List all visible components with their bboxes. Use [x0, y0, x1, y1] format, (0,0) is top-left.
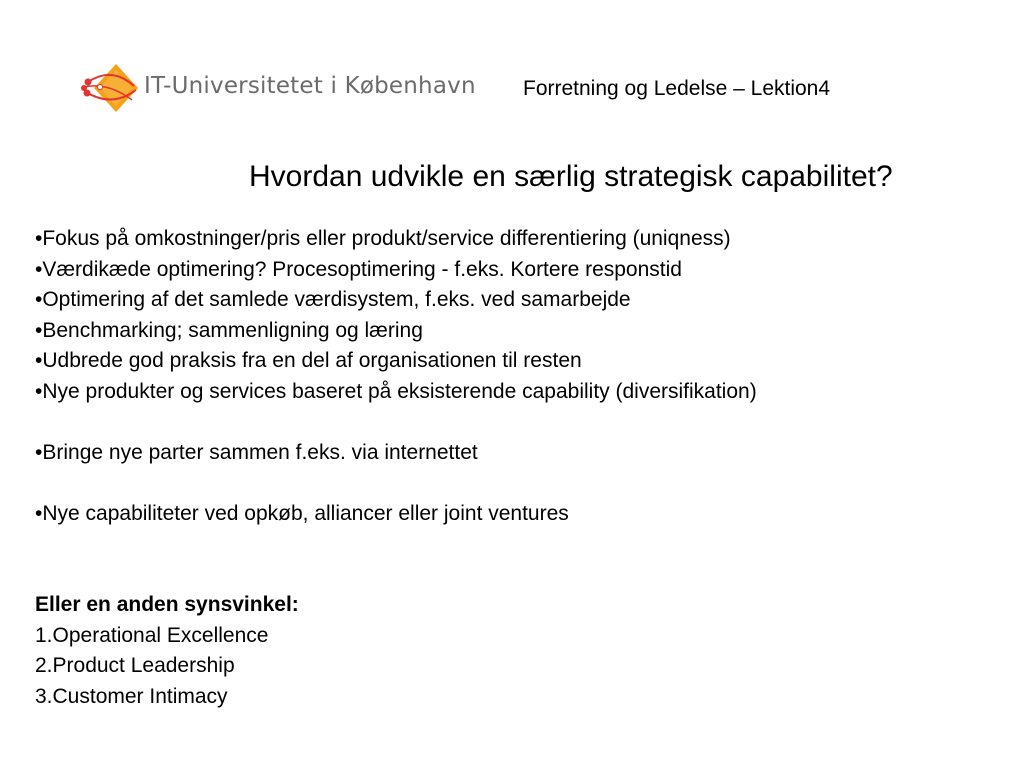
bullet-item: •Nye produkter og services baseret på eksisterende capability (diversifikation) — [35, 379, 757, 403]
bullet-item: •Optimering af det samlede værdisystem, f.eks. ved samarbejde — [35, 288, 631, 311]
spacer — [35, 468, 995, 499]
spacer — [35, 529, 995, 560]
alt-list-item: 1.Operational Excellence — [35, 623, 269, 647]
spacer — [35, 560, 995, 591]
slide-title: Hvordan udvikle en særlig strategisk capabilitet? — [249, 160, 893, 193]
course-title: Forretning og Ledelse – Lektion4 — [523, 77, 831, 100]
alt-list-item: 2.Product Leadership — [35, 654, 235, 677]
bullet-item: •Fokus på omkostninger/pris eller produkt/service differentiering (uniqness) — [35, 227, 731, 250]
bullet-item-acquisitions: •Nye capabiliteter ved opkøb, alliancer eller joint ventures — [35, 501, 569, 525]
logo-text: IT-Universitetet i København — [144, 73, 476, 99]
itu-logo-icon — [78, 60, 142, 116]
slide-content — [35, 224, 995, 712]
alt-list-item: 3.Customer Intimacy — [35, 684, 228, 708]
spacer — [35, 407, 995, 438]
itu-logo — [78, 60, 498, 116]
bullet-item: •Udbrede god praksis fra en del af organisationen til resten — [35, 349, 582, 372]
alt-heading: Eller en anden synsvinkel: — [35, 593, 299, 616]
bullet-item: •Benchmarking; sammenligning og læring — [35, 318, 423, 342]
bullet-item-partners: •Bringe nye parter sammen f.eks. via internettet — [35, 440, 478, 464]
bullet-item: •Værdikæde optimering? Procesoptimering - f.eks. Kortere responstid — [35, 257, 682, 281]
